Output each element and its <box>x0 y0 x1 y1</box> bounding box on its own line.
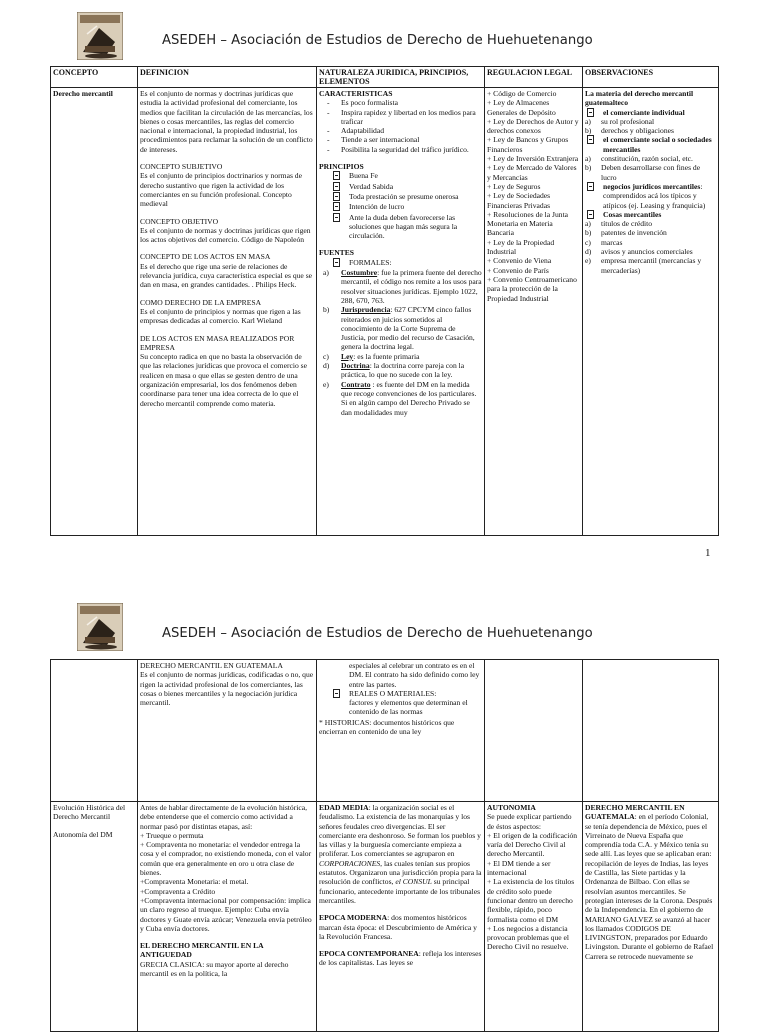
definicion-paragraph: Antes de hablar directamente de la evolución histórica, debe entenderse que el comercio como actividad a normar pasó por distintas etapas, así: <box>140 803 307 831</box>
table-row <box>51 88 719 536</box>
list-item <box>349 213 482 241</box>
list-item-text: derechos y obligaciones <box>601 126 674 136</box>
checkbox-bullet-icon <box>587 182 594 191</box>
observaciones-cell <box>583 88 719 536</box>
checkbox-bullet-icon <box>333 192 340 201</box>
reales-label: REALES O MATERIALES: <box>349 688 437 698</box>
list-item-text: empresa mercantil (mercancías y mercaderías) <box>601 256 702 275</box>
historicas-text: * HISTORICAS: documentos históricos que encierran en contenido de una ley <box>319 717 455 737</box>
fuente-text: : es fuente del DM en la medida que recoge convenciones de los particulares. Si en algún campo del Derecho Privado se dan modalidades muy <box>341 379 477 417</box>
concepto-cell <box>51 802 138 1032</box>
edad-media-text: su principal funcionario, antecedente importante de los tribunales mercantiles. <box>319 877 481 905</box>
list-item: - Posibilita la seguridad del tráfico jurídico. <box>341 145 482 154</box>
checkbox-bullet-icon <box>333 689 340 698</box>
definicion-paragraph: +Compraventa internacional por compensación: implica un claro regreso al trueque. Ejemplo: Cuba envía doctores y Guate envía azúcar; Venezuela envía petróleo y Cuba envía doctores. <box>140 895 312 933</box>
autonomia-item: + Los negocios a distancia provocan problemas que el Derecho Civil no resuelve. <box>487 923 570 952</box>
list-item <box>323 379 482 417</box>
list-marker: b) <box>585 163 592 173</box>
column-header: OBSERVACIONES <box>583 67 719 88</box>
regulacion-item: + Ley de Sociedades Financieras Privadas <box>487 191 551 210</box>
list-item <box>349 689 482 717</box>
list-item <box>585 247 716 256</box>
checkbox-bullet-icon <box>333 182 340 191</box>
list-item-text: el comerciante individual <box>603 107 685 117</box>
corporaciones-text: CORPORACIONES <box>319 858 381 868</box>
regulacion-item: + Ley de la Propiedad Industrial <box>487 237 555 257</box>
regulacion-cell <box>485 88 583 536</box>
fuente-term: Jurisprudencia <box>341 305 391 315</box>
list-item-text: avisos y anuncios comerciales <box>601 247 693 257</box>
list-marker: c) <box>585 237 591 247</box>
list-item-text: patentes de invención <box>601 228 667 238</box>
list-item: - Adaptabilidad <box>341 126 482 135</box>
observaciones-cell <box>583 802 719 1032</box>
epoca-contemporanea-paragraph <box>319 949 482 968</box>
regulacion-item: + Ley de Mercado de Valores y Mercancías <box>487 163 577 182</box>
autonomia-item: Se puede explicar partiendo de éstos aspectos: <box>487 812 572 831</box>
regulacion-item: + Resoluciones de la Junta Monetaria en Materia Bancaria <box>487 209 569 238</box>
list-marker: d) <box>585 247 592 257</box>
epoca-moderna-paragraph <box>319 913 482 941</box>
epoca-contemporanea-text: : refleja los intereses de los capitalistas. Las leyes se <box>319 949 482 968</box>
list-marker: a) <box>585 219 591 229</box>
regulacion-item: + Ley de Derechos de Autor y derechos conexos <box>487 116 579 136</box>
list-item <box>585 126 716 135</box>
formales-list <box>319 258 482 267</box>
list-item <box>585 219 716 228</box>
regulacion-item: + Convenio de París <box>487 265 549 275</box>
list-item: - Tiende a ser internacional <box>341 135 482 144</box>
list-item <box>585 256 716 275</box>
list-item-text: Deben desarrollarse con fines de lucro <box>601 163 701 182</box>
epoca-contemporanea-title: EPOCA CONTEMPORANEA <box>319 949 419 959</box>
regulacion-item: + Ley de Inversión Extranjera <box>487 154 579 164</box>
definicion-paragraph: +Compraventa a Crédito <box>140 886 216 896</box>
reales-list <box>319 689 482 717</box>
list-item-text: Buena Fe <box>349 171 378 181</box>
list-item <box>585 117 716 126</box>
antiguedad-title: EL DERECHO MERCANTIL EN LA ANTIGUEDAD <box>140 941 264 960</box>
concepto-cell <box>51 660 138 802</box>
page-gap <box>0 565 768 595</box>
caracteristicas-title: CARACTERISTICAS <box>319 89 393 98</box>
list-marker: b) <box>585 228 592 238</box>
fuentes-title: FUENTES <box>319 248 355 258</box>
principios-list <box>319 171 482 240</box>
list-marker: b) <box>585 126 592 136</box>
fuente-text: : 627 CPCYM cinco fallos reiterados en juicios sometidos al conocimiento de la Corte Suprema de Justicia, por medio del recurso de Casación, genera la doctrina legal. <box>341 305 475 352</box>
list-item <box>349 258 482 267</box>
checkbox-bullet-icon <box>587 210 594 219</box>
header-title: ASEDEH – Asociación de Estudios de Derecho de Huehuetenango <box>162 626 593 641</box>
list-item: - Es poco formalista <box>341 98 482 107</box>
list-item <box>349 182 482 191</box>
concepto-text: Evolución Histórica del Derecho Mercantil <box>53 803 126 822</box>
list-marker: e) <box>323 379 329 389</box>
list-marker: a) <box>585 116 591 126</box>
checkbox-bullet-icon <box>333 213 340 222</box>
concepto-cell <box>51 88 138 536</box>
dmg-text: : en el período Colonial, se tenía dependencia de México, pues el Virreinato de Nueva España que comprendía toda C.A. y México tenía su sede allí. Las leyes que se aplicaban eran: recopilación de leyes de Indias, las leyes de Castilla, las Siete partidas y la Ordenanza de Bilbao. Con ellas se resolvían asuntos mercantiles. Se protegían intereses de la Corona. Después de la Independencia. En el gobierno de MARIANO GALVEZ se avanzó al hacer los llamados CODIGOS DE LIVINGSTON, preparados por Eduardo Livingston. Durante el gobierno de Rafael Carrera se retrocede nuevamente se <box>585 812 714 961</box>
naturaleza-cell <box>317 802 485 1032</box>
definicion-subtitle: CONCEPTO SUBJETIVO <box>140 162 223 172</box>
list-item <box>349 192 482 201</box>
naturaleza-paragraph: especiales al celebrar un contrato es en el DM. El contrato ha sido definido como ley entre las partes. <box>349 661 480 689</box>
list-item-text: Toda prestación se presume onerosa <box>349 191 459 201</box>
regulacion-cell <box>485 802 583 1032</box>
naturaleza-cell <box>317 88 485 536</box>
negocios-label: negocios jurídicos mercantiles <box>603 181 701 191</box>
column-header: REGULACION LEGAL <box>485 67 583 88</box>
epoca-moderna-title: EPOCA MODERNA <box>319 913 388 923</box>
epoca-moderna-text: : dos momentos históricos marcan ésta época: el Descubrimiento de América y la Revolución Francesa. <box>319 913 477 941</box>
list-marker: d) <box>323 361 330 371</box>
page-2 <box>0 595 768 1024</box>
autonomia-item: + El DM tiende a ser internacional <box>487 858 551 878</box>
concepto-text: Autonomía del DM <box>53 829 113 839</box>
definicion-paragraph: + Trueque o permuta <box>140 830 204 840</box>
edad-media-paragraph <box>319 803 482 905</box>
column-header: NATURALEZA JURIDICA, PRINCIPIOS, ELEMENTOS <box>317 67 485 88</box>
asedeh-logo <box>77 603 123 651</box>
edad-media-title: EDAD MEDIA <box>319 803 369 812</box>
table-row <box>51 660 719 802</box>
definicion-cell <box>138 660 317 802</box>
edad-media-text: , las cuales tenían sus propios estatutos. Organizaron una jurisdicción propia para la resolución de conflictos, <box>319 858 482 887</box>
column-header: DEFINICION <box>138 67 317 88</box>
list-item <box>323 361 482 380</box>
naturaleza-cell <box>317 660 485 802</box>
list-item <box>585 135 716 154</box>
asedeh-logo <box>77 12 123 60</box>
negocios-text: : comprendidos acá los típicos y atípicos (ej. Leasing y franquicia) <box>603 181 706 210</box>
definicion-paragraph: Es el conjunto de normas y doctrinas jurídicas que rigen los actos objetivos del comercio. Código de Napoleón <box>140 225 311 245</box>
definicion-paragraph: +Compraventa Monetaria: el metal. <box>140 877 249 887</box>
definicion-cell <box>138 802 317 1032</box>
list-item <box>349 202 482 211</box>
observaciones-cell <box>583 660 719 802</box>
page-number: 1 <box>705 547 711 559</box>
observaciones-title: La materia del derecho mercantil guatemalteco <box>585 89 694 108</box>
list-item-text: Ante la duda deben favorecerse las soluciones que hagan más segura la circulación. <box>349 212 458 241</box>
list-item <box>323 305 482 352</box>
list-item <box>323 268 482 305</box>
list-item-text: Verdad Sabida <box>349 181 394 191</box>
list-item <box>585 154 716 163</box>
reales-text: factores y elementos que determinan el contenido de las normas <box>349 698 468 717</box>
list-item <box>323 351 482 361</box>
definicion-paragraph: Es el conjunto de normas y doctrinas jurídicas que estudia la actividad profesional del comerciante, los medios que facilitan la circulación de las mercancías, los bienes o cosas mercantiles, las reglas del comercio nacional e internacional, la propiedad industrial, los procedimientos para reclamar la solución de un conflicto de intereses. <box>140 89 313 154</box>
list-item <box>585 228 716 237</box>
list-item <box>585 210 716 219</box>
definicion-cell <box>138 88 317 536</box>
edad-media-text: : la organización social es el feudalismo. La existencia de las monarquías y los señores feudales creo divergencias. El ser comerciante era deshonroso. Se forman los pueblos y las villas y la burguesía comerciante empieza a proliferar. Los comerciantes se agruparon en <box>319 803 481 859</box>
list-marker: a) <box>323 268 329 278</box>
consul-text: el CONSUL <box>395 877 432 887</box>
definicion-paragraph: Su concepto radica en que no basta la observación de que las relaciones jurídicas que provoca el comercio se realicen en masa o que ellas se gesten dentro de una organización empresarial, los dos fenómenos deben coordinarse para tener una idea correcta de lo que el derecho mercantil comprende como materia. <box>140 352 307 408</box>
definicion-subtitle: CONCEPTO DE LOS ACTOS EN MASA <box>140 252 271 262</box>
regulacion-item: + Convenio Centroamericano para la protección de la Propiedad Industrial <box>487 274 577 303</box>
definicion-paragraph: Es el conjunto de principios y normas que rigen a las empresas dedicadas al comercio. Karl Wieland <box>140 306 301 326</box>
fuente-text: : la doctrina corre pareja con la práctica, lo que no sucede con la ley. <box>341 361 465 380</box>
summary-table-page-2 <box>50 659 719 1032</box>
definicion-subtitle: DE LOS ACTOS EN MASA REALIZADOS POR EMPRESA <box>140 333 295 352</box>
regulacion-item: + Ley de Bancos y Grupos Financieros <box>487 135 569 154</box>
list-item-text: títulos de crédito <box>601 219 653 229</box>
autonomia-item: + El origen de la codificación varía del Derecho Civil al derecho Mercantil. <box>487 830 578 859</box>
dmg-paragraph <box>585 803 716 961</box>
fuente-term: Ley <box>341 351 354 361</box>
definicion-subtitle: COMO DERECHO DE LA EMPRESA <box>140 297 262 307</box>
definicion-paragraph: Es el conjunto de principios doctrinarios y normas de derecho sustantivo que rigen la actividad de los comerciantes en su función profesional. Concepto medieval <box>140 171 302 209</box>
concepto-text: Derecho mercantil <box>53 89 113 98</box>
list-marker: a) <box>585 154 591 164</box>
checkbox-bullet-icon <box>333 171 340 180</box>
list-marker: e) <box>585 256 591 266</box>
regulacion-item: + Ley de Almacenes Generales de Depósito <box>487 98 556 117</box>
header-title: ASEDEH – Asociación de Estudios de Derecho de Huehuetenango <box>162 33 593 48</box>
summary-table-page-1 <box>50 66 719 536</box>
autonomia-item: + La existencia de los títulos de crédito solo puede funcionar dentro un derecho flexible, rápido, poco formalista como el DM <box>487 877 575 924</box>
fuente-text: : fue la primera fuente del derecho mercantil, el código nos remite a los usos para resolver situaciones jurídicas. Ejemplo 1022, 288, 670, 763. <box>341 268 482 305</box>
fuente-term: Doctrina <box>341 361 370 371</box>
fuente-text: : es la fuente primaria <box>353 351 420 361</box>
antiguedad-text: GRECIA CLASICA: su mayor aporte al derecho mercantil es en la política, la <box>140 959 289 979</box>
list-item-text: el comerciante social o sociedades mercantiles <box>603 135 712 154</box>
checkbox-bullet-icon <box>587 108 594 117</box>
definicion-paragraph: Es el derecho que rige una serie de relaciones de relevancia jurídica, cuya característica especial es que se dan en masa, en grandes cantidades. . Philips Heck. <box>140 261 313 290</box>
list-marker: c) <box>323 351 329 361</box>
fuente-term: Costumbre <box>341 268 378 278</box>
list-item <box>585 108 716 117</box>
regulacion-item: + Código de Comercio <box>487 89 557 98</box>
checkbox-bullet-icon <box>333 202 340 211</box>
formales-label: FORMALES: <box>349 257 392 267</box>
list-item <box>585 163 716 182</box>
list-item <box>585 238 716 247</box>
dmg-title: DERECHO MERCANTIL EN GUATEMALA <box>585 803 685 822</box>
regulacion-item: + Convenio de Viena <box>487 256 552 266</box>
list-item-text: marcas <box>601 237 623 247</box>
fuente-term: Contrato <box>341 379 371 389</box>
definicion-paragraph: Es el conjunto de normas jurídicas, codificadas o no, que rigen la actividad profesional de los comerciantes, las cosas o bienes mercantiles y la negociación jurídica mercantil. <box>140 670 314 708</box>
fuentes-list <box>319 268 482 417</box>
caracteristicas-list <box>319 98 482 154</box>
checkbox-bullet-icon <box>333 258 340 267</box>
list-item-text: Intención de lucro <box>349 202 405 212</box>
definicion-paragraph: + Compraventa no monetaria: el vendedor entrega la cosa y el comprador, no existiendo moneda, con el valor común que era generalmente en oro u otra clase de bienes. <box>140 840 312 878</box>
column-header: CONCEPTO <box>51 67 138 88</box>
principios-title: PRINCIPIOS <box>319 162 364 172</box>
definicion-subtitle: CONCEPTO OBJETIVO <box>140 216 219 226</box>
list-item <box>585 182 716 210</box>
list-marker: b) <box>323 305 330 315</box>
table-header-row <box>51 67 719 88</box>
list-item <box>349 171 482 180</box>
list-item-text: constitución, razón social, etc. <box>601 154 693 164</box>
autonomia-title: AUTONOMIA <box>487 803 536 812</box>
list-item-text: su rol profesional <box>601 116 655 126</box>
list-item: - Inspira rapidez y libertad en los medios para traficar <box>341 108 482 127</box>
list-item-text: Cosas mercantiles <box>603 209 662 219</box>
definicion-subtitle: DERECHO MERCANTIL EN GUATEMALA <box>140 661 283 670</box>
regulacion-item: + Ley de Seguros <box>487 181 541 191</box>
checkbox-bullet-icon <box>587 135 594 144</box>
table-row <box>51 802 719 1032</box>
regulacion-cell <box>485 660 583 802</box>
